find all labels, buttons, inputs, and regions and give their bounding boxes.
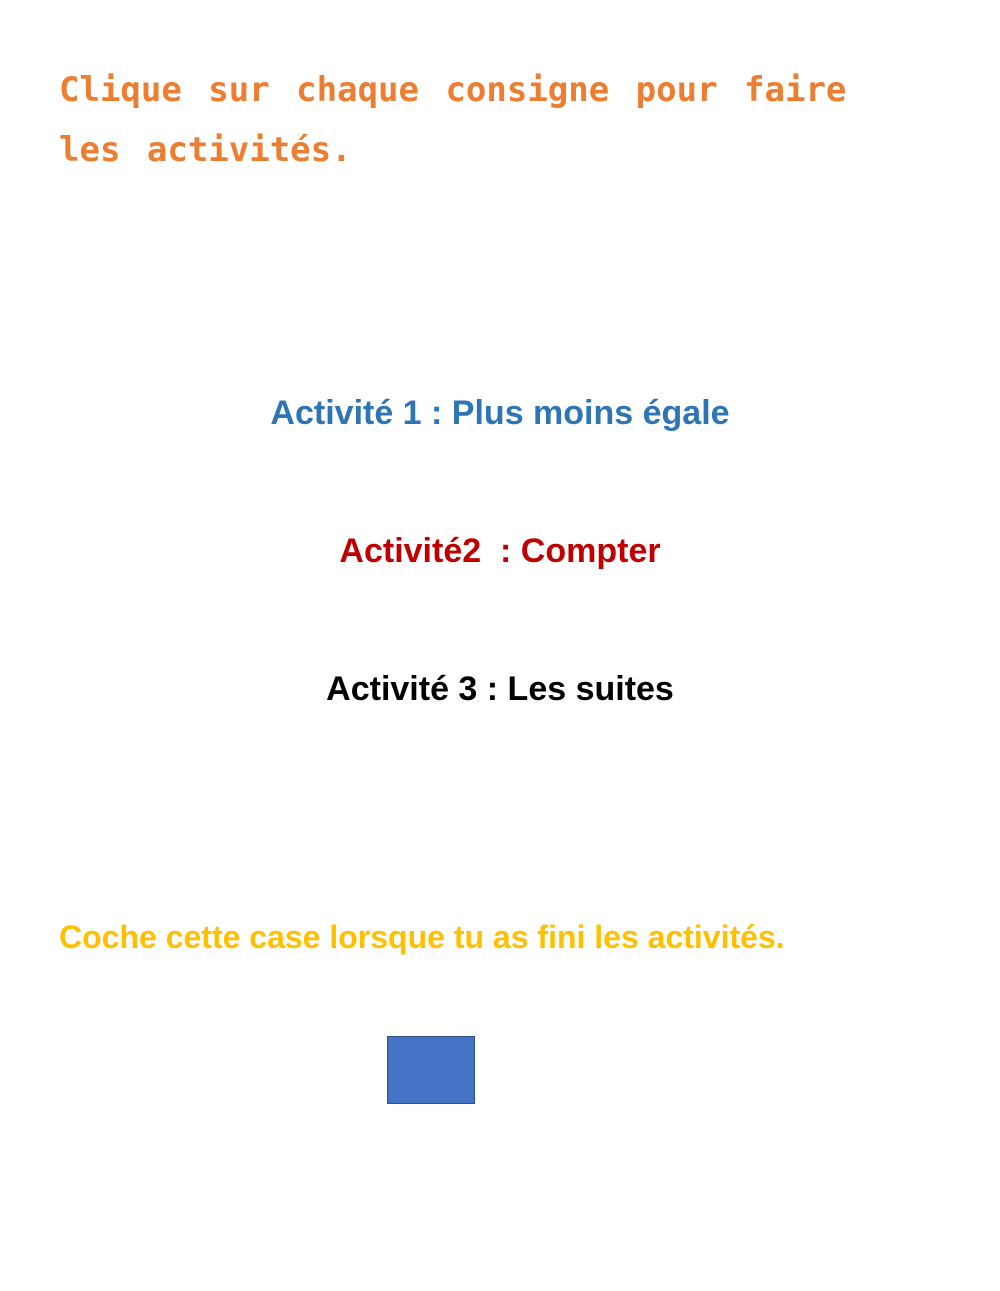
- completion-instruction: Coche cette case lorsque tu as fini les activités.: [59, 919, 785, 955]
- instruction-text: Clique sur chaque consigne pour faire les activités.: [59, 70, 847, 170]
- activity-1-link[interactable]: Activité 1 : Plus moins égale: [270, 394, 730, 432]
- activity-3-link[interactable]: Activité 3 : Les suites: [326, 670, 674, 708]
- completion-checkbox[interactable]: [387, 1036, 475, 1104]
- activity-2-link[interactable]: Activité2 : Compter: [339, 532, 661, 570]
